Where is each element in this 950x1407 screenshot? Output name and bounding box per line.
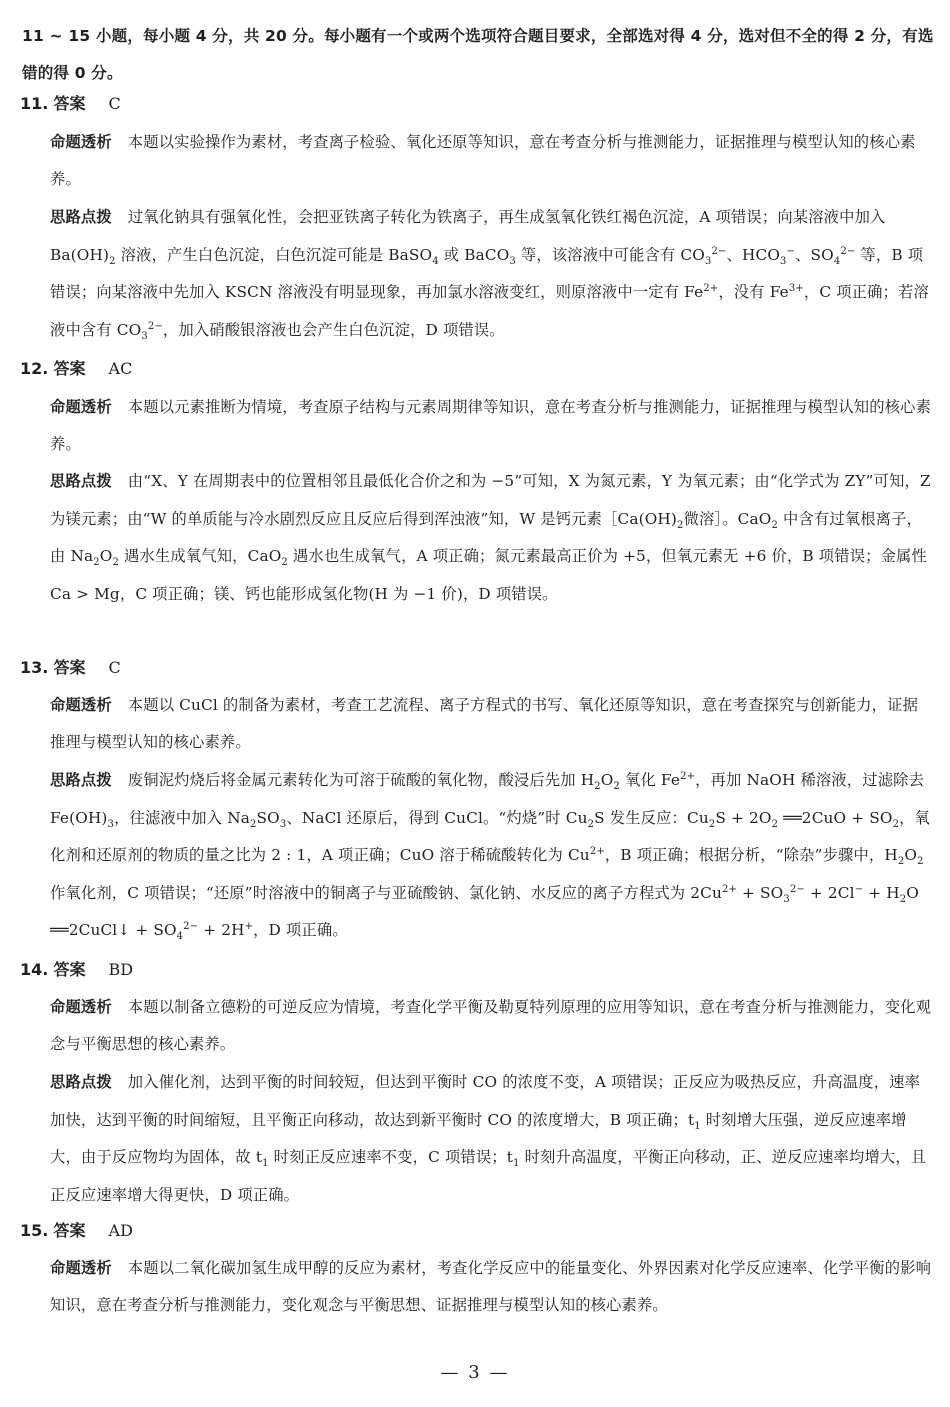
question-13-silu [50,762,932,950]
mingti-text: 本题以 CuCl 的制备为素材，考查工艺流程、离子方程式的书写、氧化还原等知识，意在考查探究与创新能力，证据推理与模型认知的核心素养。 [50,696,919,751]
answer-label: 答案 [53,1221,86,1240]
answer-value: AC [108,359,133,378]
section-intro: 11 ~ 15 小题，每小题 4 分，共 20 分。每小题有一个或两个选项符合题目要求，全部选对得 4 分，选对但不全的得 2 分，有选错的得 0 分。 [22,27,934,82]
question-13-mingti [50,687,932,761]
mingti-label: 命题透析 [50,696,112,714]
answer-value: AD [108,1221,133,1240]
mingti-text: 本题以制备立德粉的可逆反应为情境，考查化学平衡及勒夏特列原理的应用等知识，意在考查分析与推测能力，变化观念与平衡思想的核心素养。 [50,998,932,1053]
answer-value: BD [108,960,134,979]
question-12-silu [50,463,932,613]
question-11-header [20,91,121,117]
question-number: 14. [20,960,49,979]
question-14-mingti [50,989,932,1063]
question-12-header [20,356,132,382]
mingti-label: 命题透析 [50,398,112,416]
answer-value: C [108,94,121,113]
question-12-mingti [50,389,932,463]
question-14-silu [50,1064,932,1214]
question-14-header [20,957,133,983]
silu-text: 由“X、Y 在周期表中的位置相邻且最低化合价之和为 −5”可知，X 为氮元素，Y 为氧元素；由“化学式为 ZY”可知，Z 为镁元素；由“W 的单质能与冷水剧烈反应且反应后得到浑浊液”知，W 是钙元素$[Ca(OH)_2$微溶］。CaO$_2$ 中含有过氧根离子，由 $Na_2O_2$ 遇水生成氧气知，CaO$_2$ 遇水也生成氧气，A 项正确；氮元素最高正价为 +5，但氧元素无 +6 价，B 项错误；金属性 Ca > Mg，C 项正确；镁、钙也能形成氢化物(H 为 −1 价)，D 项错误。 [50,472,931,603]
question-11-silu [50,199,932,349]
silu-label: 思路点拨 [50,472,112,490]
silu-text: 过氧化钠具有强氧化性，会把亚铁离子转化为铁离子，再生成氢氧化铁红褐色沉淀，A 项错误；向某溶液中加入 $Ba(OH)_2$ 溶液，产生白色沉淀，白色沉淀可能是 BaSO$_4$ 或 BaCO$_3$ 等，该溶液中可能含有 $CO_3^{2-}$、$HCO_3^-$、$SO_4^{2-}$ 等，B 项错误；向某溶液中先加入 KSCN 溶液没有明显现象，再加氯水溶液变红，则原溶液中一定有 $Fe^{2+}$，没有 $Fe^{3+}$，C 项正确；若溶液中含有 $CO_3^{2-}$，加入硝酸银溶液也会产生白色沉淀，D 项错误。 [50,208,929,342]
answer-label: 答案 [53,359,86,378]
answer-label: 答案 [53,94,86,113]
silu-label: 思路点拨 [50,771,112,789]
mingti-label: 命题透析 [50,133,112,151]
mingti-text: 本题以实验操作为素材，考查离子检验、氧化还原等知识，意在考查分析与推测能力，证据推理与模型认知的核心素养。 [50,133,916,188]
mingti-text: 本题以二氧化碳加氢生成甲醇的反应为素材，考查化学反应中的能量变化、外界因素对化学反应速率、化学平衡的影响知识，意在考查分析与推测能力，变化观念与平衡思想、证据推理与模型认知的核心素养。 [50,1259,932,1314]
silu-label: 思路点拨 [50,1073,112,1091]
question-number: 13. [20,658,49,677]
answer-label: 答案 [53,960,86,979]
question-11-mingti [50,124,932,198]
question-15-mingti [50,1250,932,1324]
silu-text: 加入催化剂，达到平衡的时间较短，但达到平衡时 CO 的浓度不变，A 项错误；正反应为吸热反应，升高温度，速率加快，达到平衡的时间缩短，且平衡正向移动，故达到新平衡时 CO 的浓度增大，B 项正确；$t_1$ 时刻增大压强，逆反应速率增大，由于反应物均为固体，故 $t_1$ 时刻正反应速率不变，C 项错误；$t_1$ 时刻升高温度，平衡正向移动，正、逆反应速率均增大，且正反应速率增大得更快，D 项正确。 [50,1073,927,1204]
answer-value: C [108,658,121,677]
silu-label: 思路点拨 [50,208,112,226]
mingti-label: 命题透析 [50,998,112,1016]
silu-text: 废铜泥灼烧后将金属元素转化为可溶于硫酸的氧化物，酸浸后先加 $H_2O_2$ 氧化 $Fe^{2+}$，再加 NaOH 稀溶液，过滤除去 $Fe(OH)_3$，往滤液中加入 $Na_2SO_3$、NaCl 还原后，得到 CuCl。“灼烧”时 $Cu_2S$ 发生反应：$Cu_2S + 2O_2$ ══2CuO + $SO_2$，氧化剂和还原剂的物质的量之比为 2 : 1，A 项正确；CuO 溶于稀硫酸转化为 $Cu^{2+}$，B 项正确；根据分析，“除杂”步骤中，$H_2O_2$ 作氧化剂，C 项错误；“还原”时溶液中的铜离子与亚硫酸钠、氯化钠、水反应的离子方程式为 $2Cu^{2+} + SO_3^{2-} + 2Cl^- + H_2O$ ══2CuCl↓ + $SO_4^{2-} + 2H^+$，D 项正确。 [50,770,930,943]
mingti-label: 命题透析 [50,1259,112,1277]
question-number: 11. [20,94,49,113]
question-number: 15. [20,1221,49,1240]
question-number: 12. [20,359,49,378]
mingti-text: 本题以元素推断为情境，考查原子结构与元素周期律等知识，意在考查分析与推测能力，证据推理与模型认知的核心素养。 [50,398,932,453]
question-13-header [20,655,121,681]
question-15-header [20,1218,133,1244]
answer-label: 答案 [53,658,86,677]
page-number: — 3 — [440,1362,510,1383]
